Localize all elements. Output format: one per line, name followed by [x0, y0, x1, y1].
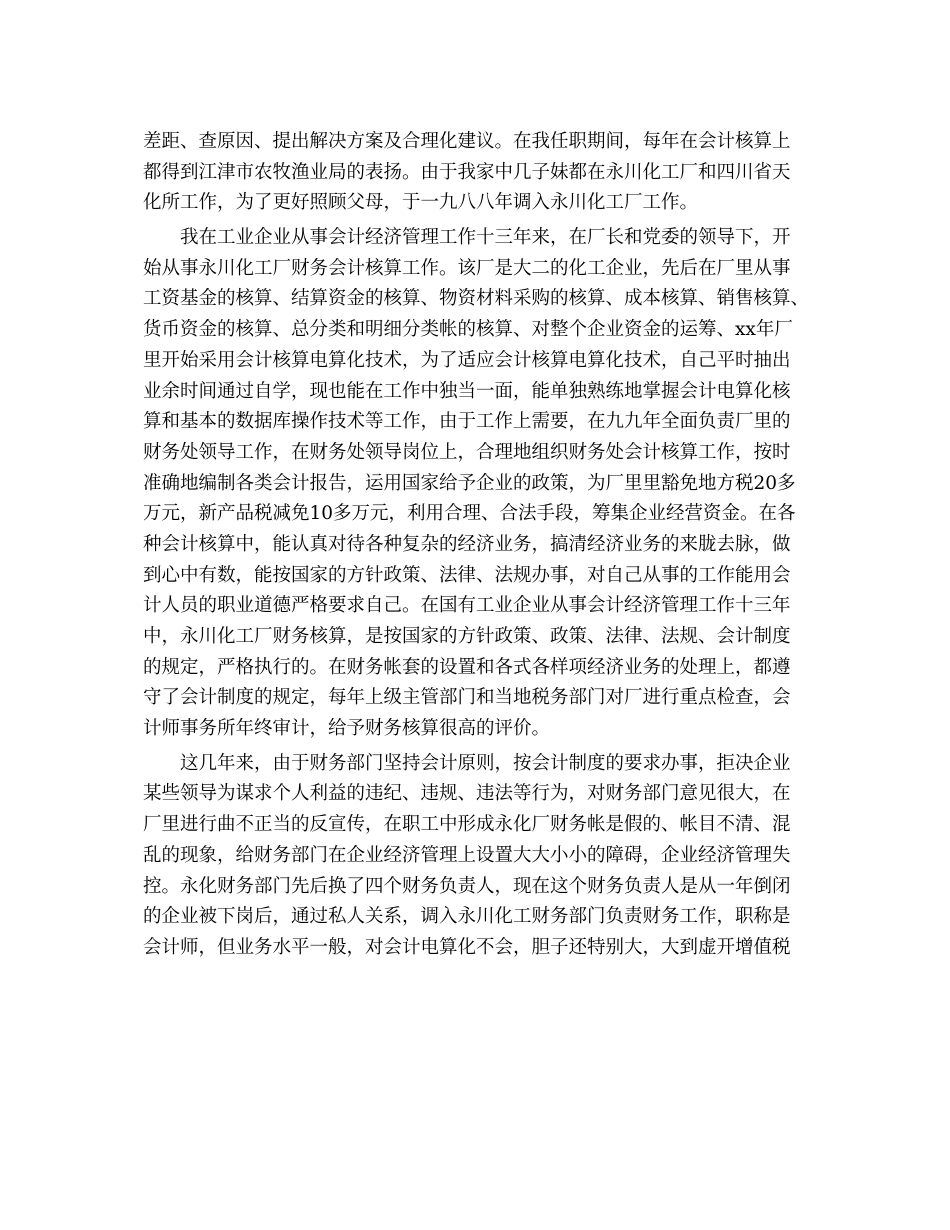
- text-line: 财务处领导工作，在财务处领导岗位上，合理地组织财务处会计核算工作，按时: [143, 441, 791, 463]
- paragraph-2: [143, 223, 810, 745]
- text-line: 计师事务所年终审计，给予财务核算很高的评价。: [143, 718, 551, 740]
- text-line: 的企业被下岗后，通过私人关系，调入永川化工财务部门负责财务工作，职称是: [143, 906, 791, 928]
- text-line: 计人员的职业道德严格要求自己。在国有工业企业从事会计经济管理工作十三年: [143, 595, 791, 617]
- text-line: 的规定，严格执行的。在财务帐套的设置和各式各样项经济业务的处理上，都遵: [143, 656, 791, 678]
- text-line: 都得到江津市农牧渔业局的表扬。由于我家中几子妹都在永川化工厂和四川省天: [143, 161, 791, 183]
- paragraph-3: [143, 749, 803, 964]
- text-line: 到心中有数，能按国家的方针政策、法律、法规办事，对自己从事的工作能用会: [143, 564, 791, 586]
- text-line: 工资基金的核算、结算资金的核算、物资材料采购的核算、成本核算、销售核算、: [143, 288, 810, 310]
- text-line: 会计师，但业务水平一般，对会计电算化不会，胆子还特别大，大到虚开增值税: [143, 936, 791, 958]
- text-line: 始从事永川化工厂财务会计核算工作。该厂是大二的化工企业，先后在厂里从事: [143, 257, 791, 279]
- text-line: 准确地编制各类会计报告，运用国家给予企业的政策，为厂里里豁免地方税20多: [143, 472, 796, 494]
- text-line: 我在工业企业从事会计经济管理工作十三年来，在厂长和党委的领导下，开: [143, 227, 791, 249]
- text-line: 某些领导为谋求个人利益的违纪、违规、违法等行为，对财务部门意见很大，在: [143, 783, 791, 805]
- text-line: 差距、查原因、提出解决方案及合理化建议。在我任职期间，每年在会计核算上: [143, 131, 791, 152]
- text-line: 货币资金的核算、总分类和明细分类帐的核算、对整个企业资金的运筹、xx年厂: [143, 319, 793, 341]
- text-line: 种会计核算中，能认真对待各种复杂的经济业务，搞清经济业务的来胧去脉，做: [143, 533, 791, 555]
- paragraph-1: [143, 127, 803, 219]
- text-line: 万元，新产品税减免10多万元，利用合理、合法手段，筹集企业经营资金。在各: [143, 503, 796, 525]
- text-line: 控。永化财务部门先后换了四个财务负责人，现在这个财务负责人是从一年倒闭: [143, 875, 791, 897]
- text-line: 算和基本的数据库操作技术等工作，由于工作上需要，在九九年全面负责厂里的: [143, 411, 791, 433]
- text-line: 这几年来，由于财务部门坚持会计原则，按会计制度的要求办事，拒决企业: [143, 752, 791, 774]
- text-line: 化所工作，为了更好照顾父母，于一九八八年调入永川化工厂工作。: [143, 192, 699, 214]
- text-line: 厂里进行曲不正当的反宣传，在职工中形成永化厂财务帐是假的、帐目不清、混: [143, 814, 791, 836]
- text-line: 守了会计制度的规定，每年上级主管部门和当地税务部门对厂进行重点检查，会: [143, 687, 791, 709]
- text-line: 中，永川化工厂财务核算，是按国家的方针政策、政策、法律、法规、会计制度: [143, 626, 791, 647]
- text-line: 乱的现象，给财务部门在企业经济管理上设置大大小小的障碍，企业经济管理失: [143, 844, 791, 866]
- text-line: 业余时间通过自学，现也能在工作中独当一面，能单独熟练地掌握会计电算化核: [143, 380, 791, 402]
- document-page: [143, 127, 810, 964]
- text-line: 里开始采用会计核算电算化技术，为了适应会计核算电算化技术，自己平时抽出: [143, 349, 791, 371]
